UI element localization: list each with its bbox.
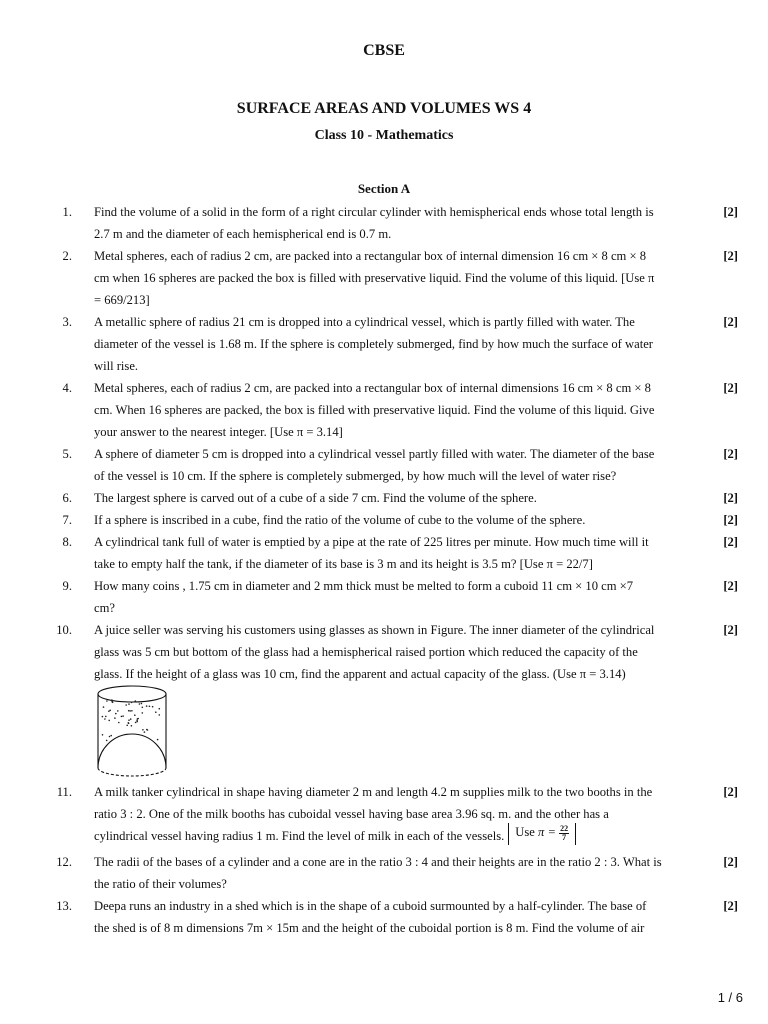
juice-dot bbox=[149, 706, 151, 708]
juice-dot bbox=[128, 703, 130, 705]
juice-dot bbox=[142, 729, 144, 731]
question-marks: [2] bbox=[723, 623, 738, 637]
question-marks: [2] bbox=[723, 205, 738, 219]
question-line bbox=[94, 311, 706, 333]
question-line bbox=[94, 641, 706, 663]
question-line bbox=[94, 781, 706, 803]
juice-dot bbox=[104, 718, 106, 720]
juice-glass-figure bbox=[94, 682, 174, 787]
question-line-text: cm when 16 spheres are packed the box is filled with preservative liquid. Find the volume of this liquid. [Use π bbox=[94, 271, 655, 285]
juice-dot bbox=[109, 710, 111, 712]
question-number: 10. bbox=[56, 623, 72, 637]
question-marks: [2] bbox=[723, 855, 738, 869]
question-text bbox=[94, 443, 706, 487]
question-marks: [2] bbox=[723, 491, 738, 505]
question-text bbox=[94, 851, 706, 895]
juice-dot bbox=[122, 715, 124, 717]
juice-dot bbox=[108, 720, 110, 722]
juice-dot bbox=[146, 705, 148, 707]
question-text bbox=[94, 311, 706, 377]
question-line-text: glass. If the height of a glass was 10 cm, find the apparent and actual capacity of the glass. (Use π = 3.14) bbox=[94, 667, 626, 681]
juice-dot bbox=[155, 711, 157, 713]
question-line bbox=[94, 895, 706, 917]
juice-dot bbox=[109, 736, 111, 738]
question-marks: [2] bbox=[723, 785, 738, 799]
document-org: CBSE bbox=[363, 42, 405, 59]
juice-dot bbox=[157, 739, 159, 741]
question-line bbox=[94, 443, 706, 465]
question-line bbox=[94, 333, 706, 355]
juice-dot bbox=[114, 717, 116, 719]
fraction-denominator: 7 bbox=[562, 832, 567, 842]
question-line bbox=[94, 465, 706, 487]
juice-dot bbox=[142, 707, 144, 709]
question-line bbox=[94, 267, 706, 289]
juice-dot bbox=[106, 700, 108, 702]
question-line-text: A sphere of diameter 5 cm is dropped into a cylindrical vessel partly filled with water. The diameter of the base bbox=[94, 447, 655, 461]
juice-dot bbox=[144, 731, 146, 733]
question-line-text: Deepa runs an industry in a shed which is in the shape of a cuboid surmounted by a half-cylinder. The base of bbox=[94, 899, 647, 913]
question-text bbox=[94, 245, 706, 311]
juice-dot bbox=[108, 710, 110, 712]
formula-fraction bbox=[559, 825, 569, 842]
question-line-text: diameter of the vessel is 1.68 m. If the sphere is completely submerged, find by how much the surface of water bbox=[94, 337, 653, 351]
question-line-text: A milk tanker cylindrical in shape having diameter 2 m and length 4.2 m supplies milk to the two booths in the bbox=[94, 785, 653, 799]
worksheet-subtitle: Class 10 - Mathematics bbox=[314, 128, 454, 143]
question-line-text: How many coins , 1.75 cm in diameter and 2 mm thick must be melted to form a cuboid 11 cm × 10 cm ×7 bbox=[94, 579, 634, 593]
question-line bbox=[94, 825, 706, 848]
question-line bbox=[94, 917, 706, 939]
juice-dot bbox=[128, 722, 130, 724]
question-line bbox=[94, 223, 706, 245]
question-line-text: A cylindrical tank full of water is emptied by a pipe at the rate of 225 litres per minute. How much time will it bbox=[94, 535, 649, 549]
question-marks: [2] bbox=[723, 899, 738, 913]
juice-dot bbox=[128, 710, 130, 712]
juice-dot bbox=[146, 729, 148, 731]
juice-dot bbox=[126, 725, 128, 727]
question-number: 2. bbox=[62, 249, 72, 263]
question-line bbox=[94, 531, 706, 553]
question-line bbox=[94, 851, 706, 873]
question-marks: [2] bbox=[723, 381, 738, 395]
cylindrical-glass-diagram bbox=[94, 682, 174, 782]
question-line bbox=[94, 487, 706, 509]
question-number: 6. bbox=[62, 491, 72, 505]
question-line-text: cylindrical vessel having radius 1 m. Find the level of milk in each of the vessels. bbox=[94, 829, 505, 843]
juice-dot bbox=[130, 718, 132, 720]
pi-formula bbox=[508, 823, 576, 845]
question-line-text: The largest sphere is carved out of a cube of a side 7 cm. Find the volume of the sphere. bbox=[94, 491, 537, 505]
juice-dot bbox=[103, 706, 105, 708]
question-text bbox=[94, 619, 706, 685]
question-marks: [2] bbox=[723, 513, 738, 527]
question-number: 4. bbox=[62, 381, 72, 395]
section-heading: Section A bbox=[357, 181, 411, 196]
juice-dot bbox=[152, 706, 154, 708]
question-line-text: A juice seller was serving his customers using glasses as shown in Figure. The inner diameter of the cylindrical bbox=[94, 623, 655, 637]
question-line-text: the ratio of their volumes? bbox=[94, 877, 227, 891]
question-text bbox=[94, 531, 706, 575]
question-line-text: of the vessel is 10 cm. If the sphere is completely submerged, by how much will the level of water rise? bbox=[94, 469, 617, 483]
juice-dot bbox=[110, 735, 112, 737]
question-number: 12. bbox=[56, 855, 72, 869]
question-line-text: Metal spheres, each of radius 2 cm, are packed into a rectangular box of internal dimensions 16 cm × 8 cm × 8 bbox=[94, 381, 651, 395]
juice-dot bbox=[102, 716, 104, 718]
question-line-text: will rise. bbox=[94, 359, 139, 373]
question-text bbox=[94, 487, 706, 509]
juice-dot bbox=[141, 703, 143, 705]
question-line-text: 2.7 m and the diameter of each hemispherical end is 0.7 m. bbox=[94, 227, 392, 241]
question-line-text: the shed is of 8 m dimensions 7m × 15m and the height of the cuboidal portion is 8 m. Find the volume of air bbox=[94, 921, 645, 935]
question-text bbox=[94, 575, 706, 619]
question-line bbox=[94, 575, 706, 597]
question-line bbox=[94, 619, 706, 641]
juice-dot bbox=[159, 714, 161, 716]
question-number: 11. bbox=[56, 785, 72, 799]
juice-dot bbox=[118, 722, 120, 724]
question-line bbox=[94, 873, 706, 895]
question-number: 8. bbox=[62, 535, 72, 549]
question-marks: [2] bbox=[723, 535, 738, 549]
question-marks: [2] bbox=[723, 447, 738, 461]
worksheet-title: SURFACE AREAS AND VOLUMES WS 4 bbox=[236, 100, 532, 117]
question-line-text: = 669/213] bbox=[94, 293, 150, 307]
question-marks: [2] bbox=[723, 315, 738, 329]
juice-dot bbox=[135, 722, 137, 724]
question-text bbox=[94, 509, 706, 531]
juice-dot bbox=[131, 702, 133, 704]
question-line bbox=[94, 201, 706, 223]
question-marks: [2] bbox=[723, 579, 738, 593]
question-line bbox=[94, 245, 706, 267]
juice-dot bbox=[111, 701, 113, 703]
juice-dot bbox=[106, 740, 108, 742]
question-number: 7. bbox=[62, 513, 72, 527]
question-line-text: If a sphere is inscribed in a cube, find the ratio of the volume of cube to the volume of the sphere. bbox=[94, 513, 586, 527]
juice-dot bbox=[159, 708, 161, 710]
question-line-text: your answer to the nearest integer. [Use π = 3.14] bbox=[94, 425, 343, 439]
juice-dot bbox=[111, 699, 113, 701]
juice-dot bbox=[136, 721, 138, 723]
juice-dot bbox=[134, 714, 136, 716]
juice-dot bbox=[131, 725, 133, 727]
question-line bbox=[94, 663, 706, 685]
question-text bbox=[94, 895, 706, 939]
juice-dot bbox=[128, 719, 130, 721]
juice-dot bbox=[105, 716, 107, 718]
question-line-text: cm? bbox=[94, 601, 115, 615]
formula-pi: π = bbox=[538, 825, 556, 840]
formula-use: Use bbox=[515, 825, 535, 840]
question-number: 1. bbox=[62, 205, 72, 219]
question-line-text: Metal spheres, each of radius 2 cm, are packed into a rectangular box of internal dimension 16 cm × 8 cm × 8 bbox=[94, 249, 647, 263]
question-line bbox=[94, 377, 706, 399]
juice-dot bbox=[142, 712, 144, 714]
question-text bbox=[94, 781, 706, 848]
question-marks: [2] bbox=[723, 249, 738, 263]
question-line-text: Find the volume of a solid in the form of a right circular cylinder with hemispherical ends whose total length is bbox=[94, 205, 654, 219]
question-line-text: The radii of the bases of a cylinder and a cone are in the ratio 3 : 4 and their heights are in the ratio 2 : 3. What is bbox=[94, 855, 662, 869]
juice-dot bbox=[135, 700, 137, 702]
question-line bbox=[94, 803, 706, 825]
question-line-text: A metallic sphere of radius 21 cm is dropped into a cylindrical vessel, which is partly filled with water. The bbox=[94, 315, 635, 329]
question-line-text: take to empty half the tank, if the diameter of its base is 3 m and its height is 3.5 m? [Use π = 22/7] bbox=[94, 557, 593, 571]
juice-dot bbox=[137, 718, 139, 720]
fraction-numerator: 22 bbox=[560, 823, 569, 833]
juice-dot bbox=[102, 734, 104, 736]
question-line bbox=[94, 289, 706, 311]
juice-dot bbox=[125, 704, 127, 706]
juice-dot bbox=[129, 710, 131, 712]
question-number: 3. bbox=[62, 315, 72, 329]
question-line bbox=[94, 509, 706, 531]
juice-dot bbox=[115, 713, 117, 715]
page-number: 1 / 6 bbox=[717, 990, 743, 1005]
question-text bbox=[94, 377, 706, 443]
juice-dot bbox=[131, 710, 133, 712]
question-number: 5. bbox=[62, 447, 72, 461]
question-line bbox=[94, 421, 706, 443]
question-line bbox=[94, 597, 706, 619]
juice-dot bbox=[139, 703, 141, 705]
question-number: 13. bbox=[56, 899, 72, 913]
question-line bbox=[94, 553, 706, 575]
question-number: 9. bbox=[62, 579, 72, 593]
juice-dot bbox=[117, 710, 119, 712]
question-line bbox=[94, 355, 706, 377]
question-line bbox=[94, 399, 706, 421]
question-line-text: ratio 3 : 2. One of the milk booths has cuboidal vessel having base area 3.96 sq. m. and the other has a bbox=[94, 807, 609, 821]
question-text bbox=[94, 201, 706, 245]
question-line-text: cm. When 16 spheres are packed, the box is filled with preservative liquid. Find the volume of this liquid. Give bbox=[94, 403, 655, 417]
juice-dot bbox=[121, 716, 123, 718]
question-line-text: glass was 5 cm but bottom of the glass had a hemispherical raised portion which reduced the capacity of the bbox=[94, 645, 638, 659]
